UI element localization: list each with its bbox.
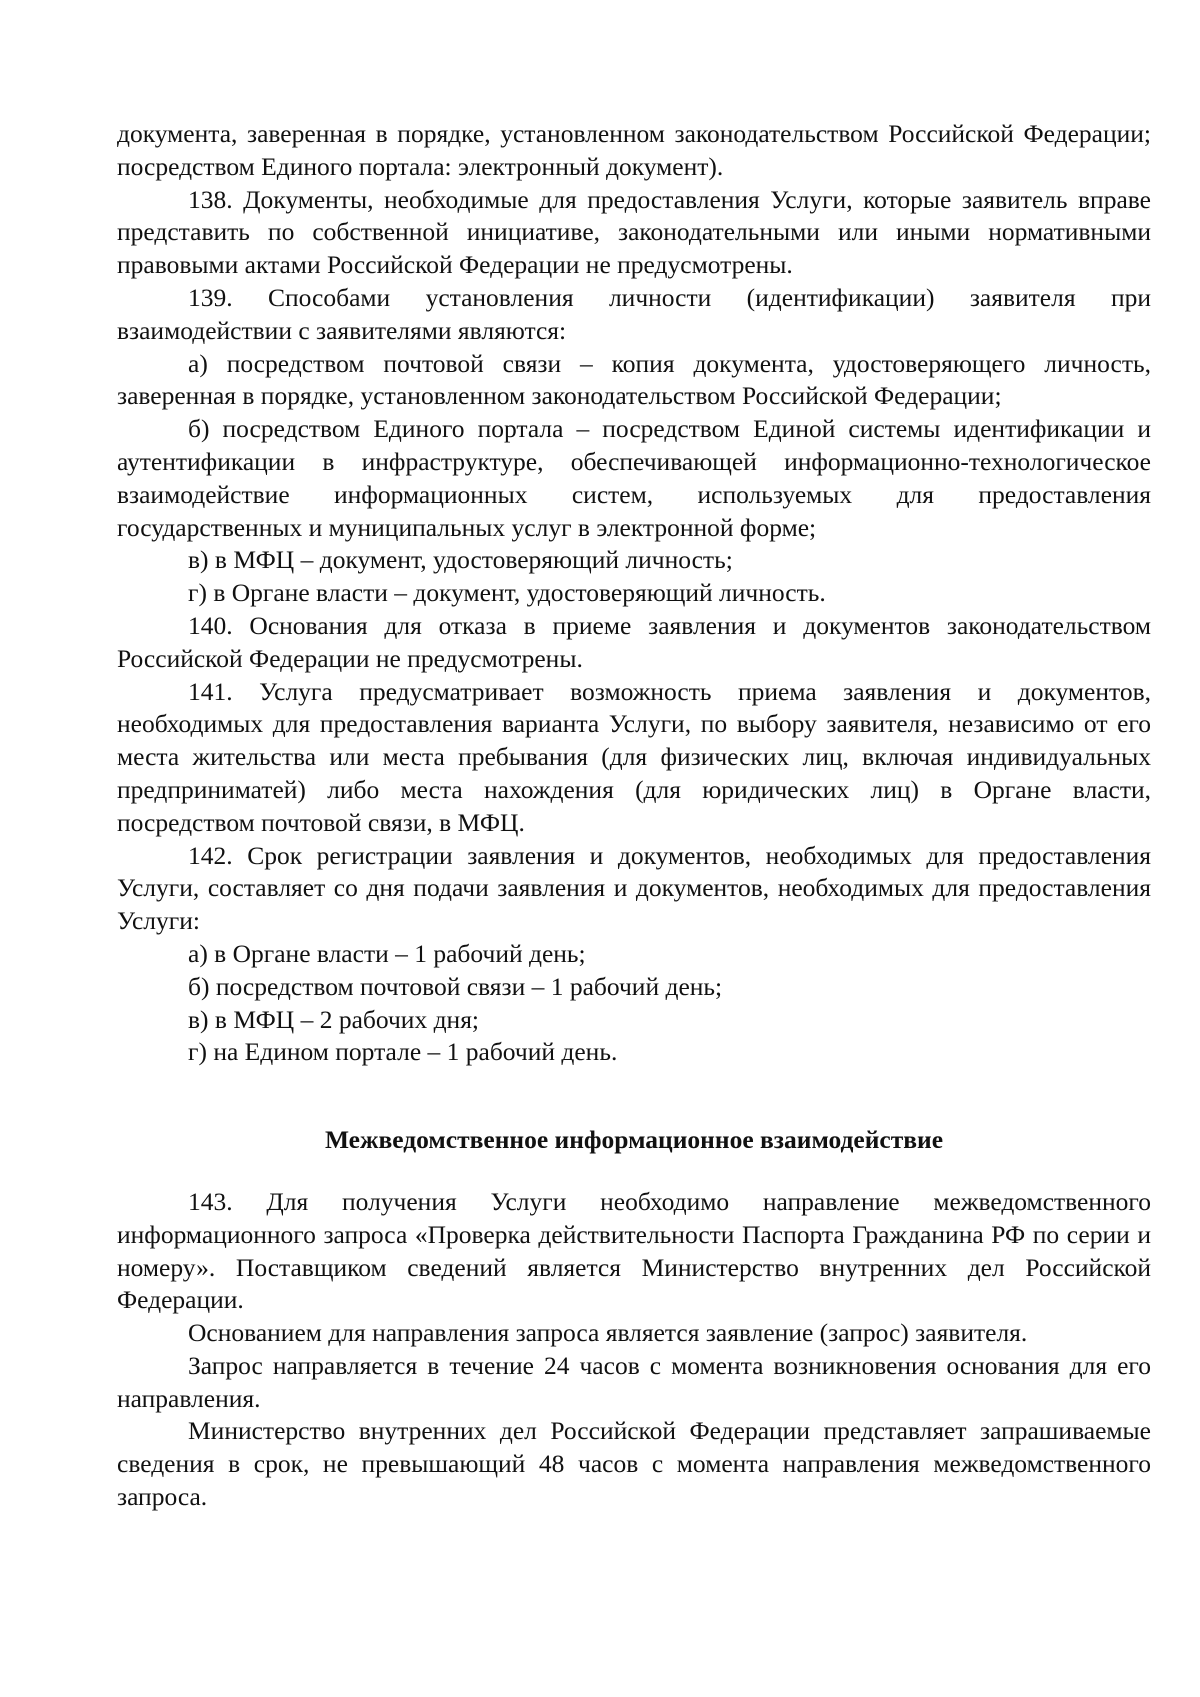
paragraph-139-a: а) посредством почтовой связи – копия документа, удостоверяющего личность, заверенная в порядке, установленном законодательством Российской Федерации; xyxy=(117,348,1151,411)
paragraph-142-a: а) в Органе власти – 1 рабочий день; xyxy=(188,938,586,968)
paragraph-142: 142. Срок регистрации заявления и документов, необходимых для предоставления Услуги, составляет со дня подачи заявления и документов, необходимых для предоставления Услуги: xyxy=(117,840,1151,936)
paragraph-143: 143. Для получения Услуги необходимо направление межведомственного информационного запроса «Проверка действительности Паспорта Гражданина РФ по серии и номеру». Поставщиком сведений является Министерство внутренних дел Российской Федерации. xyxy=(117,1186,1151,1315)
paragraph-request-timing: Запрос направляется в течение 24 часов с момента возникновения основания для его направления. xyxy=(117,1350,1151,1413)
paragraph-142-b: б) посредством почтовой связи – 1 рабочий день; xyxy=(188,971,723,1001)
paragraph-139-b: б) посредством Единого портала – посредством Единой системы идентификации и аутентификации в инфраструктуре, обеспечивающей информационно-технологическое взаимодействие информационных систем, используемых для предоставления государственных и муниципальных услуг в электронной форме; xyxy=(117,414,1151,542)
paragraph-139-v: в) в МФЦ – документ, удостоверяющий личность; xyxy=(188,545,733,575)
paragraph-140: 140. Основания для отказа в приеме заявления и документов законодательством Российской Федерации не предусмотрены. xyxy=(117,610,1151,673)
paragraph-continuation: документа, заверенная в порядке, установленном законодательством Российской Федерации; посредством Единого портала: электронный документ). xyxy=(117,119,1151,181)
paragraph-142-g: г) на Едином портале – 1 рабочий день. xyxy=(188,1037,618,1067)
paragraph-142-v: в) в МФЦ – 2 рабочих дня; xyxy=(188,1004,480,1034)
paragraph-138: 138. Документы, необходимые для предоставления Услуги, которые заявитель вправе представить по собственной инициативе, законодательными или иными нормативными правовыми актами Российской Федерации не предусмотрены. xyxy=(117,184,1151,280)
paragraph-139: 139. Способами установления личности (идентификации) заявителя при взаимодействии с заявителями являются: xyxy=(117,282,1151,345)
paragraph-141: 141. Услуга предусматривает возможность приема заявления и документов, необходимых для предоставления варианта Услуги, по выбору заявителя, независимо от его места жительства или места пребывания (для физических лиц, включая индивидуальных предприниматей) либо места нахождения (для юридических лиц) в Органе власти, посредством почтовой связи, в МФЦ. xyxy=(117,676,1151,837)
paragraph-request-basis: Основанием для направления запроса является заявление (запрос) заявителя. xyxy=(188,1318,1028,1348)
section-heading: Межведомственное информационное взаимодействие xyxy=(324,1125,944,1155)
document-body xyxy=(117,118,1151,1514)
paragraph-response-timing: Министерство внутренних дел Российской Федерации представляет запрашиваемые сведения в срок, не превышающий 48 часов с момента направления межведомственного запроса. xyxy=(117,1416,1151,1512)
paragraph-139-g: г) в Органе власти – документ, удостоверяющий личность. xyxy=(188,578,826,608)
